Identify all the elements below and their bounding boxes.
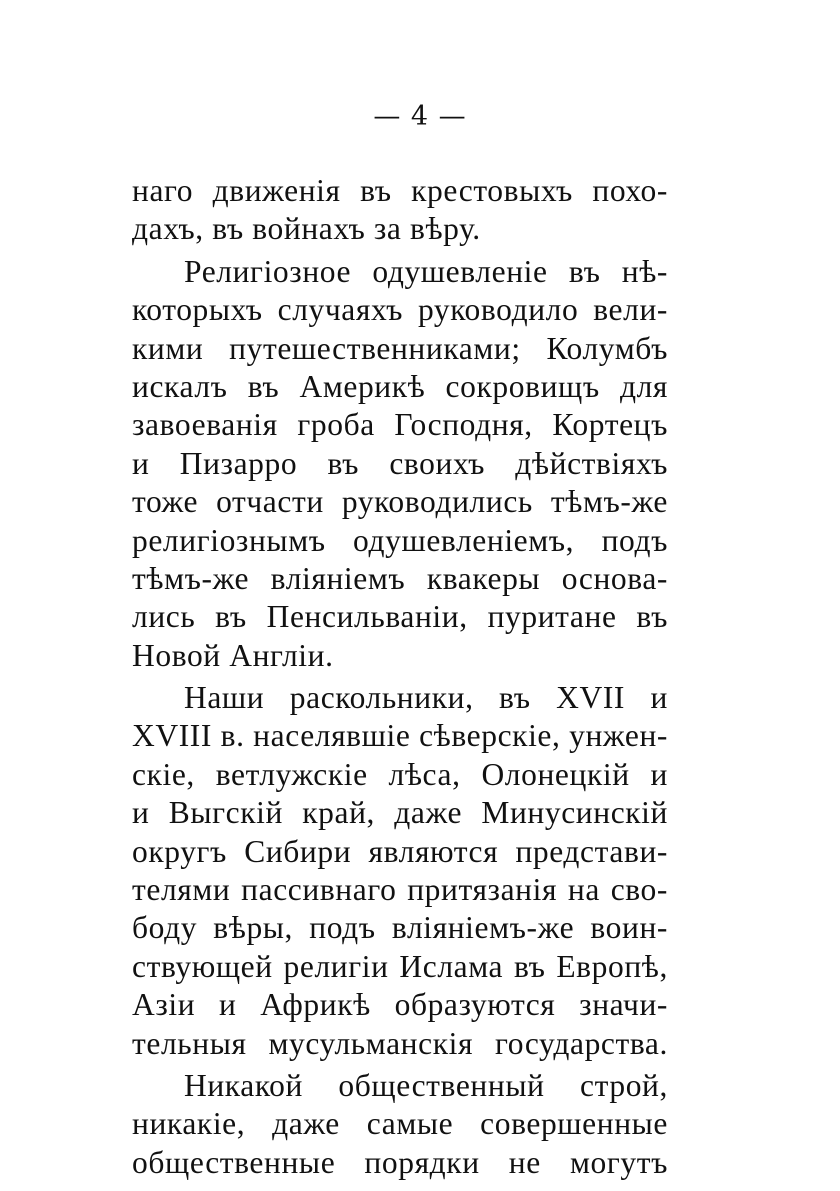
text-line: тѣмъ-же вліяніемъ квакеры основа- [132, 560, 668, 596]
text-line: дахъ, въ войнахъ за вѣру. [132, 211, 481, 247]
text-line: Наши раскольники, въ XVII и [184, 680, 668, 716]
text-line: Никакой общественный строй, [184, 1067, 668, 1103]
text-line: никакіе, даже самые совершенные [132, 1106, 668, 1142]
text-line: телями пассивнаго притязанія на сво- [132, 872, 668, 908]
text-line: тоже отчасти руководились тѣмъ-же [132, 484, 668, 520]
page-number: — 4 — [373, 101, 467, 132]
text-line: XVIII в. населявшіе сѣверскіе, унжен- [132, 718, 668, 754]
text-line: завоеванія гроба Господня, Кортецъ [132, 407, 668, 443]
text-line: наго движенія въ крестовыхъ похо- [132, 173, 668, 208]
text-line: Религіозное одушевленіе въ нѣ- [184, 253, 668, 289]
text-line: Новой Англіи. [132, 637, 334, 673]
text-line: ствующей религіи Ислама въ Европѣ, [132, 948, 668, 984]
text-line: округъ Сибири являются представи- [132, 833, 668, 869]
text-line: которыхъ случаяхъ руководило вели- [132, 292, 668, 328]
text-line: религіознымъ одушевленіемъ, подъ [132, 522, 668, 558]
text-line: общественные порядки не могутъ [132, 1144, 668, 1180]
body-text [132, 172, 668, 1182]
paragraph [132, 253, 668, 675]
text-line: и Пизарро въ своихъ дѣйствіяхъ [132, 445, 668, 481]
text-line: боду вѣры, подъ вліяніемъ-же воин- [132, 910, 668, 946]
text-line: кими путешественниками; Колумбъ [132, 330, 668, 366]
paragraph [132, 1067, 668, 1182]
text-line: скіе, ветлужскіе лѣса, Олонецкій и [132, 756, 668, 792]
text-line: и Выгскій край, даже Минусинскій [132, 795, 668, 831]
text-line: лись въ Пенсильваніи, пуритане въ [132, 599, 668, 635]
text-line: Азіи и Африкѣ образуются значи- [132, 987, 668, 1023]
paragraph [132, 172, 668, 249]
text-line: искалъ въ Америкѣ сокровищъ для [132, 368, 668, 404]
text-line: тельныя мусульманскія государства. [132, 1025, 668, 1061]
paragraph [132, 679, 668, 1063]
